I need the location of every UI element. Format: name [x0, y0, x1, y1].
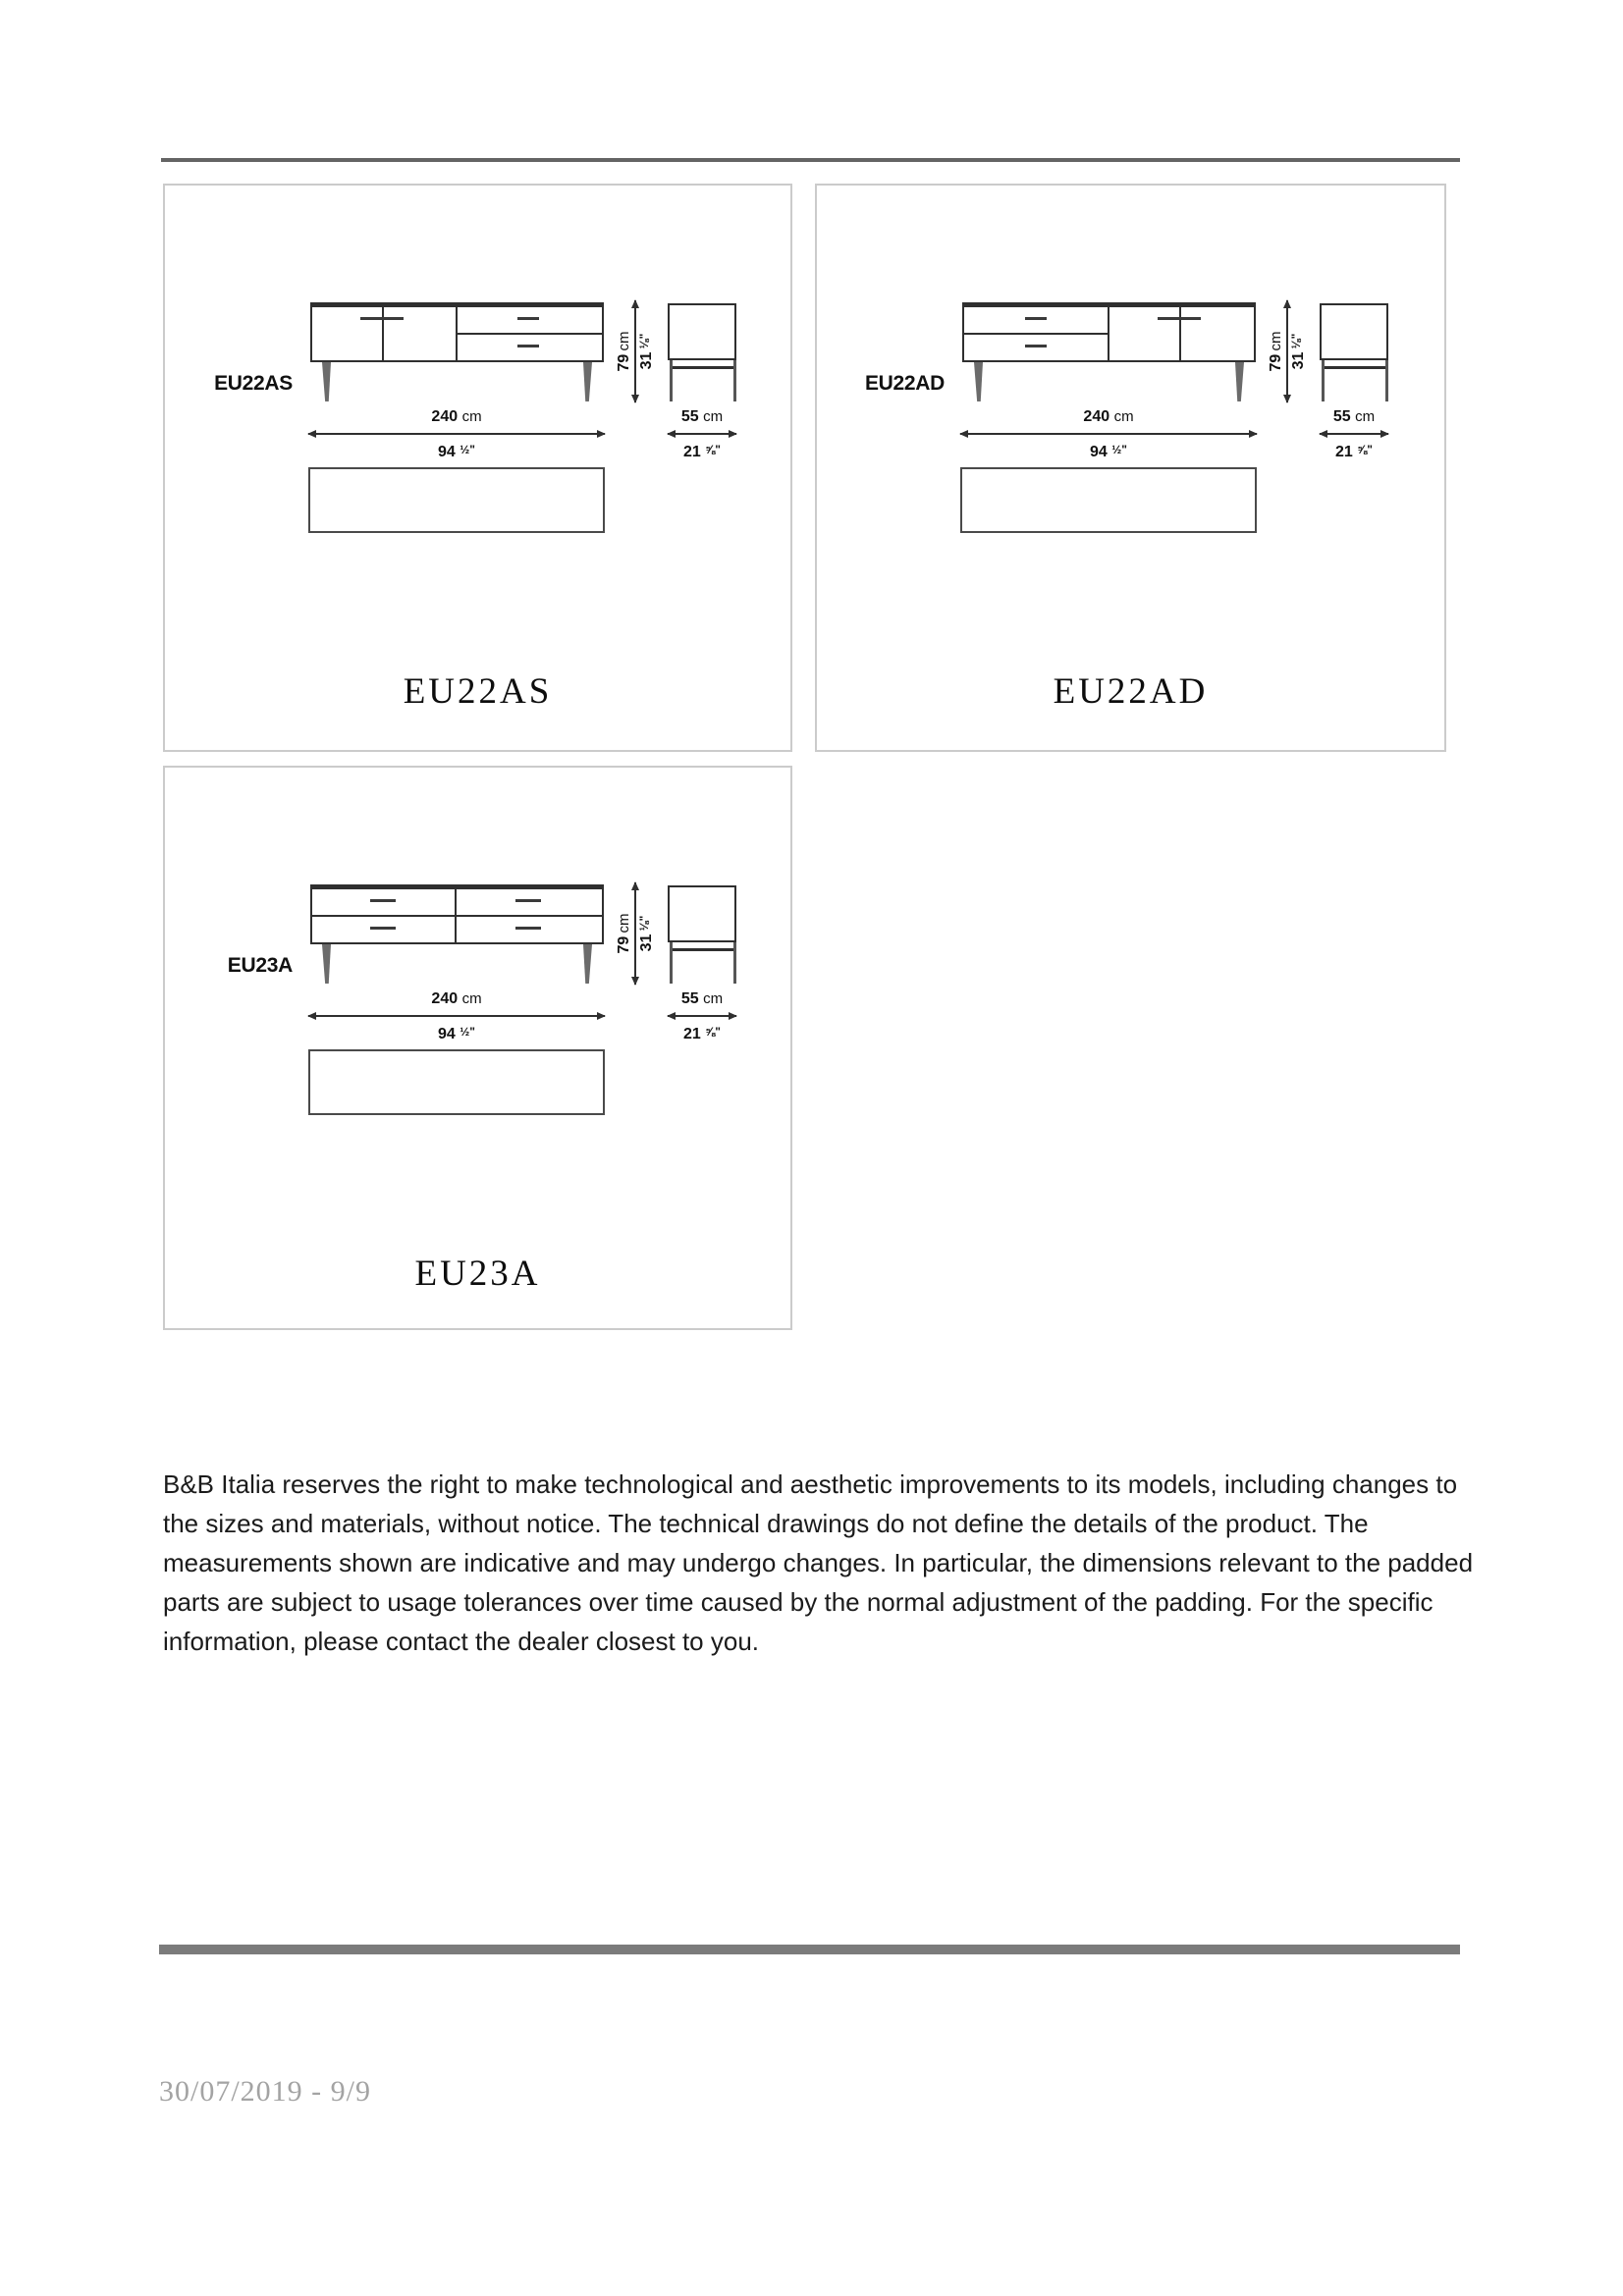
drawer-handle-line — [517, 345, 539, 347]
height-metric-label — [616, 297, 635, 405]
height-cm-value: 79 — [616, 353, 632, 372]
front-view-drawing — [310, 884, 604, 944]
drawer-handle-line — [517, 317, 539, 320]
side-right-leg — [733, 360, 736, 401]
width-cm-unit: cm — [461, 408, 482, 425]
width-in-value: 94 — [438, 1026, 456, 1042]
model-code-label: EU22AS — [214, 372, 293, 395]
section-divider-line — [1108, 307, 1109, 360]
side-left-leg — [670, 360, 673, 401]
height-metric-label — [1268, 297, 1287, 405]
width-metric-label — [308, 407, 605, 427]
depth-dimension-line — [668, 433, 736, 435]
panel-eu22as — [163, 184, 792, 752]
side-stretcher-line — [670, 366, 734, 369]
side-view-drawing — [668, 303, 736, 360]
front-left-leg — [974, 362, 983, 401]
depth-in-fraction: ⅝" — [705, 443, 721, 456]
arrowhead-left — [1319, 430, 1327, 438]
width-imperial-label — [308, 440, 605, 462]
depth-cm-unit: cm — [703, 990, 724, 1007]
width-imperial-label — [308, 1022, 605, 1044]
door-divider-line — [1179, 307, 1181, 360]
arrowhead-right — [1249, 430, 1258, 438]
depth-in-value: 21 — [683, 1026, 701, 1042]
drawer-handle-line — [370, 927, 396, 930]
width-metric-label — [960, 407, 1257, 427]
drawer-handle-line — [1025, 317, 1047, 320]
drawer-handle-line — [515, 899, 541, 902]
door-handle-line — [1158, 317, 1201, 320]
arrowhead-right — [729, 1012, 737, 1020]
top-rule — [161, 158, 1460, 162]
depth-dimension — [1314, 407, 1394, 462]
side-view-drawing — [1320, 303, 1388, 360]
panel-eu22ad — [815, 184, 1446, 752]
depth-imperial-label — [662, 1022, 742, 1044]
height-in-value: 31 — [1290, 351, 1307, 370]
height-in-fraction: ⅛" — [1289, 333, 1303, 349]
bottom-rule — [159, 1945, 1460, 1954]
door-divider-line — [382, 307, 384, 360]
height-in-value: 31 — [638, 351, 655, 370]
drawer-handle-line — [515, 927, 541, 930]
height-cm-unit: cm — [1268, 331, 1284, 351]
front-right-leg — [1235, 362, 1244, 401]
plan-view-drawing — [308, 1049, 605, 1115]
front-right-leg — [583, 944, 592, 984]
front-view-drawing — [962, 302, 1256, 362]
depth-metric-label — [662, 989, 742, 1009]
side-right-leg — [733, 942, 736, 984]
arrowhead-right — [597, 1012, 606, 1020]
side-right-leg — [1385, 360, 1388, 401]
legal-disclaimer-text: B&B Italia reserves the right to make technological and aesthetic improvements to its models, including changes to the sizes and materials, without notice. The technical drawings do not define the details of the product. The measurements shown are indicative and may undergo changes. In particular, the dimensions relevant to the padded parts are subject to usage tolerances over time caused by the normal adjustment of the padding. For the specific information, please contact the dealer closest to you. — [163, 1469, 1474, 1656]
arrowhead-right — [597, 430, 606, 438]
arrowhead-left — [307, 430, 316, 438]
height-in-fraction: ⅛" — [637, 333, 651, 349]
model-code-label: EU22AD — [864, 372, 945, 395]
side-left-leg — [1322, 360, 1325, 401]
depth-cm-unit: cm — [1355, 408, 1376, 425]
width-in-value: 94 — [1090, 444, 1108, 460]
side-left-leg — [670, 942, 673, 984]
width-cm-value: 240 — [431, 408, 459, 425]
front-view-drawing — [310, 302, 604, 362]
height-imperial-label — [637, 880, 657, 988]
width-dimension — [308, 989, 605, 1044]
door-handle-line — [360, 317, 404, 320]
arrowhead-right — [1380, 430, 1389, 438]
width-in-value: 94 — [438, 444, 456, 460]
arrowhead-left — [307, 1012, 316, 1020]
height-imperial-label — [637, 297, 657, 405]
depth-cm-value: 55 — [680, 990, 699, 1007]
plan-view-drawing — [308, 467, 605, 533]
depth-metric-label — [662, 407, 742, 427]
panel-eu23a — [163, 766, 792, 1330]
width-cm-unit: cm — [1113, 408, 1134, 425]
depth-in-fraction: ⅝" — [1357, 443, 1373, 456]
arrowhead-right — [729, 430, 737, 438]
depth-cm-value: 55 — [680, 408, 699, 425]
depth-cm-unit: cm — [703, 408, 724, 425]
arrowhead-left — [667, 430, 676, 438]
depth-metric-label — [1314, 407, 1394, 427]
height-cm-unit: cm — [616, 331, 632, 351]
height-cm-value: 79 — [1268, 353, 1284, 372]
depth-imperial-label — [662, 440, 742, 462]
drawer-handle-line — [1025, 345, 1047, 347]
panel-title: EU22AS — [403, 671, 553, 712]
height-in-value: 31 — [638, 934, 655, 952]
depth-dimension-line — [1320, 433, 1388, 435]
width-imperial-label — [960, 440, 1257, 462]
height-cm-value: 79 — [616, 935, 632, 954]
panel-title: EU23A — [414, 1254, 541, 1294]
side-stretcher-line — [1322, 366, 1386, 369]
front-right-leg — [583, 362, 592, 401]
drawer-handle-line — [370, 899, 396, 902]
width-dimension-line — [308, 1015, 605, 1017]
width-in-fraction: ½" — [1111, 443, 1127, 456]
front-left-leg — [322, 944, 331, 984]
width-in-fraction: ½" — [460, 1025, 475, 1039]
width-metric-label — [308, 989, 605, 1009]
width-cm-value: 240 — [431, 990, 459, 1007]
depth-in-value: 21 — [1335, 444, 1353, 460]
height-in-fraction: ⅛" — [637, 915, 651, 932]
depth-dimension — [662, 407, 742, 462]
height-imperial-label — [1289, 297, 1309, 405]
arrowhead-left — [667, 1012, 676, 1020]
depth-imperial-label — [1314, 440, 1394, 462]
width-dimension-line — [308, 433, 605, 435]
width-cm-value: 240 — [1083, 408, 1110, 425]
side-stretcher-line — [670, 948, 734, 951]
plan-view-drawing — [960, 467, 1257, 533]
height-cm-unit: cm — [616, 913, 632, 934]
depth-dimension — [662, 989, 742, 1044]
width-cm-unit: cm — [461, 990, 482, 1007]
depth-in-fraction: ⅝" — [705, 1025, 721, 1039]
width-dimension — [308, 407, 605, 462]
panel-title: EU22AD — [1053, 671, 1209, 712]
model-code-label: EU23A — [227, 954, 293, 977]
depth-in-value: 21 — [683, 444, 701, 460]
front-left-leg — [322, 362, 331, 401]
width-in-fraction: ½" — [460, 443, 475, 456]
height-metric-label — [616, 880, 635, 988]
arrowhead-left — [959, 430, 968, 438]
footer-date-page: 30/07/2019 - 9/9 — [159, 2075, 371, 2108]
width-dimension — [960, 407, 1257, 462]
side-view-drawing — [668, 885, 736, 942]
drawer-divider-line — [458, 333, 602, 335]
drawer-divider-line — [312, 915, 602, 917]
width-dimension-line — [960, 433, 1257, 435]
depth-cm-value: 55 — [1332, 408, 1351, 425]
depth-dimension-line — [668, 1015, 736, 1017]
drawer-divider-line — [964, 333, 1108, 335]
